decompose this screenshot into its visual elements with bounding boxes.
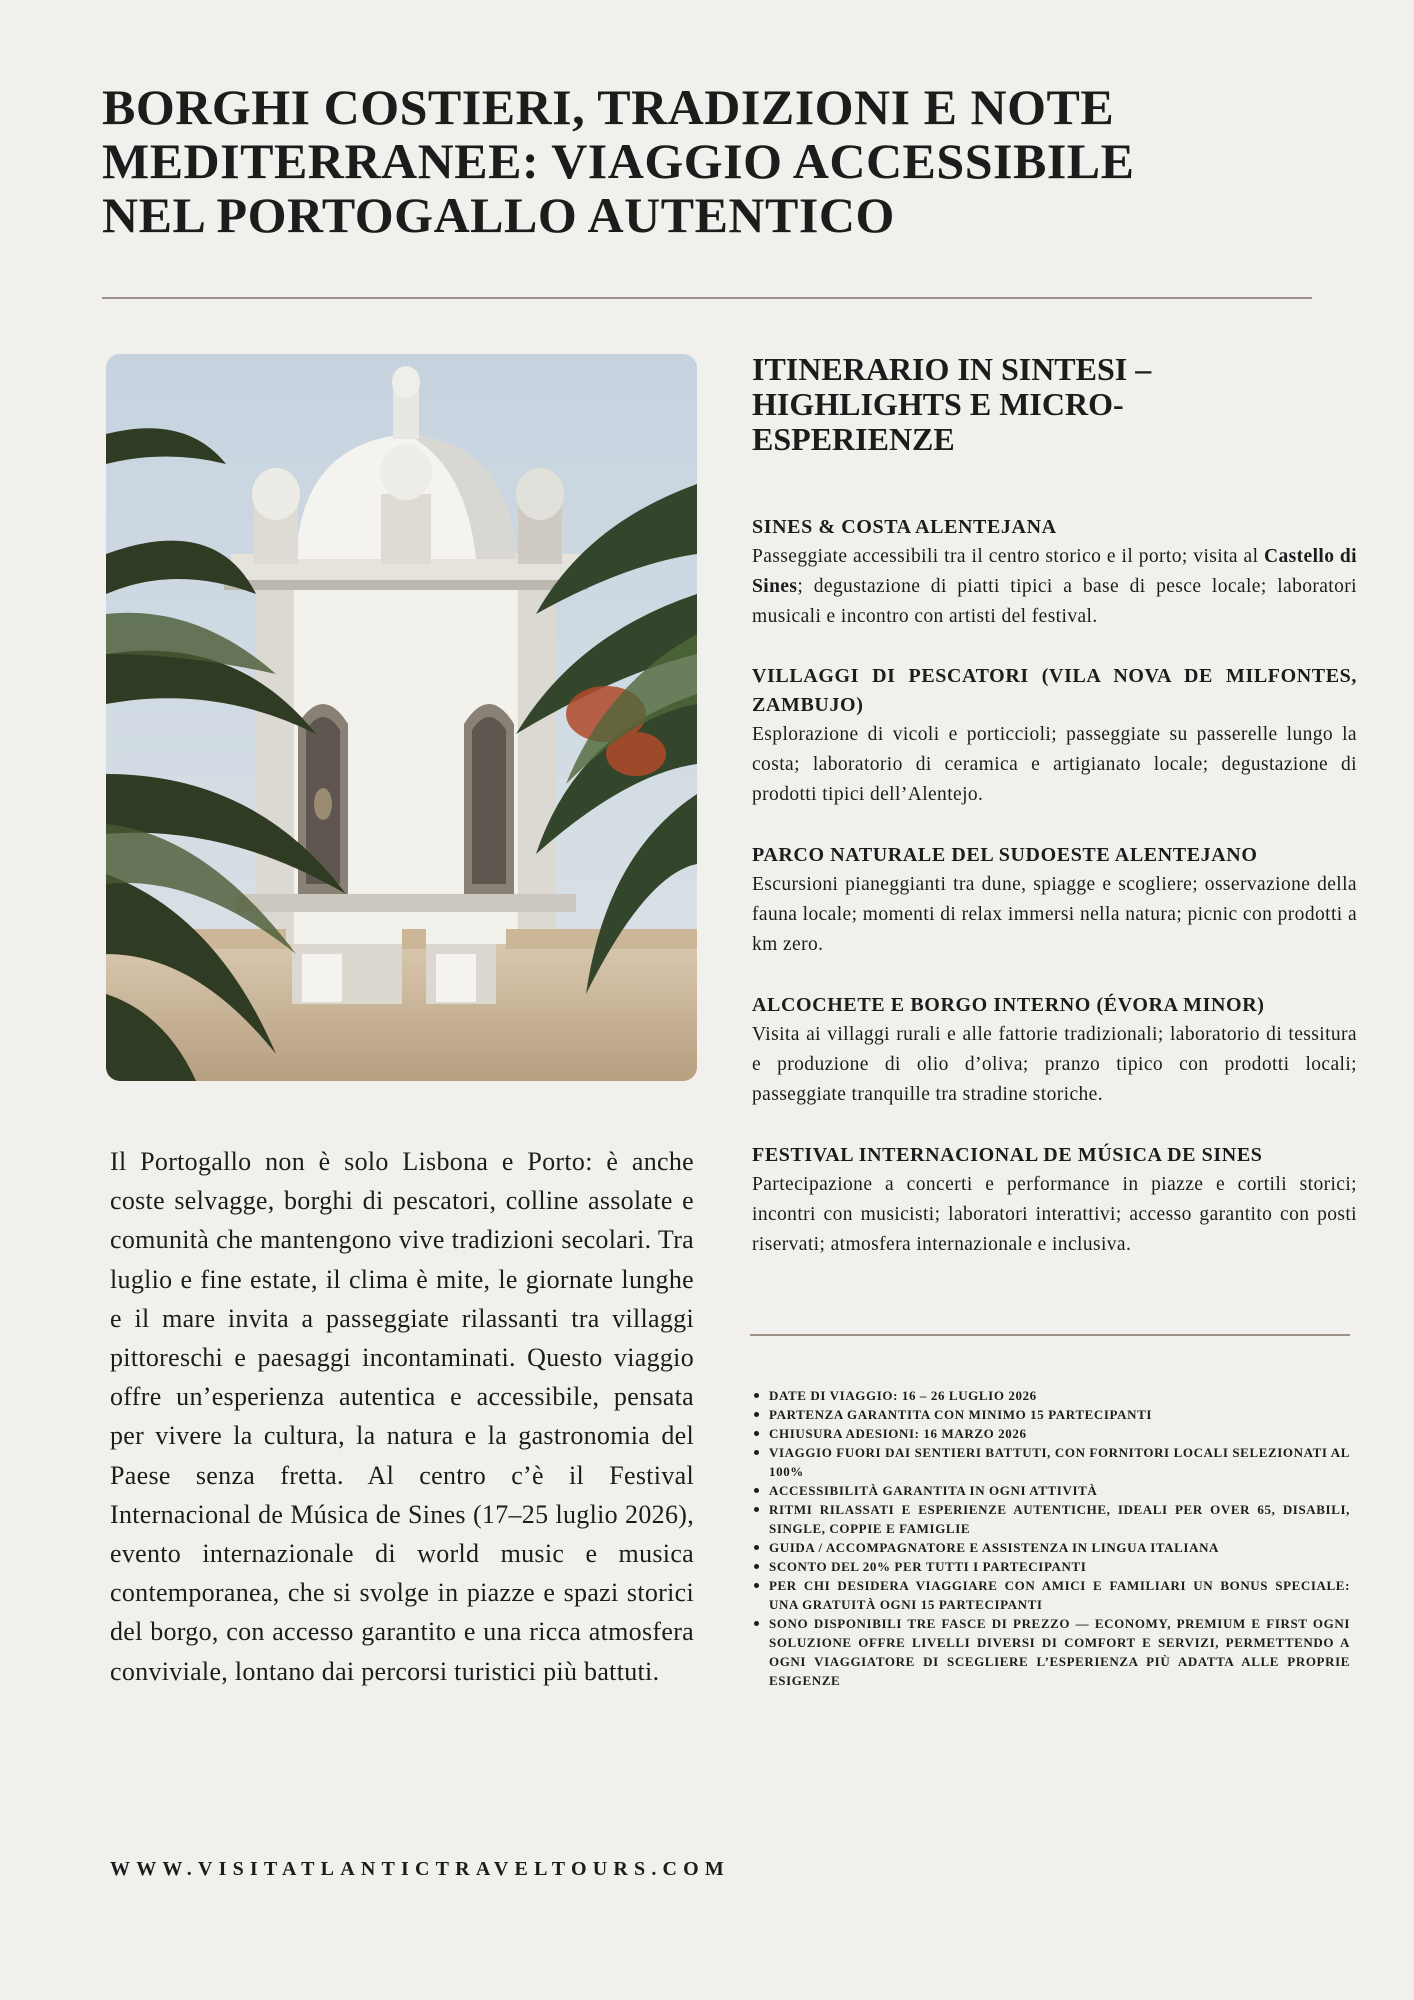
section-villaggi bbox=[752, 662, 1357, 810]
section-text: Visita ai villaggi rurali e alle fattorie tradizionali; laboratorio di tessitura e produzione di olio d’oliva; pranzo tipico con prodotti locali; passeggiate tranquille tra stradine storiche. bbox=[752, 1024, 1357, 1105]
divider-top bbox=[102, 297, 1312, 299]
section-heading: SINES & COSTA ALENTEJANA bbox=[752, 516, 1057, 538]
list-item: DATE DI VIAGGIO: 16 – 26 LUGLIO 2026 bbox=[752, 1386, 1350, 1405]
list-item: VIAGGIO FUORI DAI SENTIERI BATTUTI, CON FORNITORI LOCALI SELEZIONATI AL 100% bbox=[752, 1443, 1350, 1481]
section-text: Esplorazione di vicoli e porticcioli; passeggiate su passerelle lungo la costa; laboratorio di ceramica e artigianato locale; degustazione di prodotti tipici dell’Alentejo. bbox=[752, 724, 1357, 805]
divider-middle bbox=[750, 1334, 1350, 1336]
section-alcochete bbox=[752, 990, 1357, 1110]
list-item: SCONTO DEL 20% PER TUTTI I PARTECIPANTI bbox=[752, 1557, 1350, 1576]
section-text bbox=[752, 542, 1357, 632]
intro-paragraph: Il Portogallo non è solo Lisbona e Porto: è anche coste selvagge, borghi di pescatori, colline assolate e comunità che mantengono vive tradizioni secolari. Tra luglio e fine estate, il clima è mite, le giornate lunghe e il mare invita a passeggiate rilassanti tra villaggi pittoreschi e paesaggi incontaminati. Questo viaggio offre un’esperienza autentica e accessibile, pensata per vivere la cultura, la natura e la gastronomia del Paese senza fretta. Al centro c’è il Festival Internacional de Música de Sines (17–25 luglio 2026), evento internazionale di world music e musica contemporanea, che si svolge in piazze e spazi storici del borgo, con accesso garantito e una ricca atmosfera conviviale, lontano dai percorsi turistici più battuti. bbox=[110, 1147, 694, 1686]
title-line: NEL PORTOGALLO AUTENTICO bbox=[102, 187, 895, 243]
list-item: ACCESSIBILITÀ GARANTITA IN OGNI ATTIVITÀ bbox=[752, 1481, 1350, 1500]
castle-name: Castello di Sines bbox=[752, 546, 1358, 597]
bell-tower-photo bbox=[106, 354, 697, 1081]
trip-facts-list bbox=[752, 1386, 1350, 1690]
section-text-part: ; degustazione di piatti tipici a base di pesce locale; laboratori musicali e incontro con artisti del festival. bbox=[752, 576, 1357, 627]
section-text-part: Passeggiate accessibili tra il centro storico e il porto; visita al bbox=[752, 546, 1264, 567]
title-line: MEDITERRANEE: VIAGGIO ACCESSIBILE bbox=[102, 133, 1135, 189]
website-link[interactable]: WWW.VISITATLANTICTRAVELTOURS.COM bbox=[110, 1858, 731, 1880]
section-festival bbox=[752, 1140, 1357, 1260]
bell-tower-illustration bbox=[106, 354, 697, 1081]
list-item: RITMI RILASSATI E ESPERIENZE AUTENTICHE, IDEALI PER OVER 65, DISABILI, SINGLE, COPPIE E FAMIGLIE bbox=[752, 1500, 1350, 1538]
section-heading: FESTIVAL INTERNACIONAL DE MÚSICA DE SINES bbox=[752, 1144, 1263, 1166]
list-item: CHIUSURA ADESIONI: 16 MARZO 2026 bbox=[752, 1424, 1350, 1443]
section-heading: ALCOCHETE E BORGO INTERNO (ÉVORA MINOR) bbox=[752, 994, 1265, 1016]
list-item: PARTENZA GARANTITA CON MINIMO 15 PARTECIPANTI bbox=[752, 1405, 1350, 1424]
section-text: Escursioni pianeggianti tra dune, spiagge e scogliere; osservazione della fauna locale; momenti di relax immersi nella natura; picnic con prodotti a km zero. bbox=[752, 874, 1357, 955]
list-item: GUIDA / ACCOMPAGNATORE E ASSISTENZA IN LINGUA ITALIANA bbox=[752, 1538, 1350, 1557]
itinerary-title: ITINERARIO IN SINTESI – HIGHLIGHTS E MICRO-ESPERIENZE bbox=[752, 351, 1152, 457]
page-title bbox=[102, 80, 1302, 242]
section-heading: VILLAGGI DI PESCATORI (VILA NOVA DE MILFONTES, ZAMBUJO) bbox=[752, 665, 1357, 716]
title-line: BORGHI COSTIERI, TRADIZIONI E NOTE bbox=[102, 79, 1115, 135]
section-parco bbox=[752, 840, 1357, 960]
section-sines bbox=[752, 512, 1357, 632]
list-item: PER CHI DESIDERA VIAGGIARE CON AMICI E FAMILIARI UN BONUS SPECIALE: UNA GRATUITÀ OGNI 15 PARTECIPANTI bbox=[752, 1576, 1350, 1614]
list-item: SONO DISPONIBILI TRE FASCE DI PREZZO — ECONOMY, PREMIUM E FIRST OGNI SOLUZIONE OFFRE LIVELLI DIVERSI DI COMFORT E SERVIZI, PERMETTENDO A OGNI VIAGGIATORE DI SCEGLIERE L’ESPERIENZA PIÙ ADATTA ALLE PROPRIE ESIGENZE bbox=[752, 1614, 1350, 1690]
itinerary-sections bbox=[752, 512, 1357, 1290]
section-text: Partecipazione a concerti e performance in piazze e cortili storici; incontri con musicisti; laboratori interattivi; accesso garantito con posti riservati; atmosfera internazionale e inclusiva. bbox=[752, 1174, 1357, 1255]
section-heading: PARCO NATURALE DEL SUDOESTE ALENTEJANO bbox=[752, 844, 1258, 866]
